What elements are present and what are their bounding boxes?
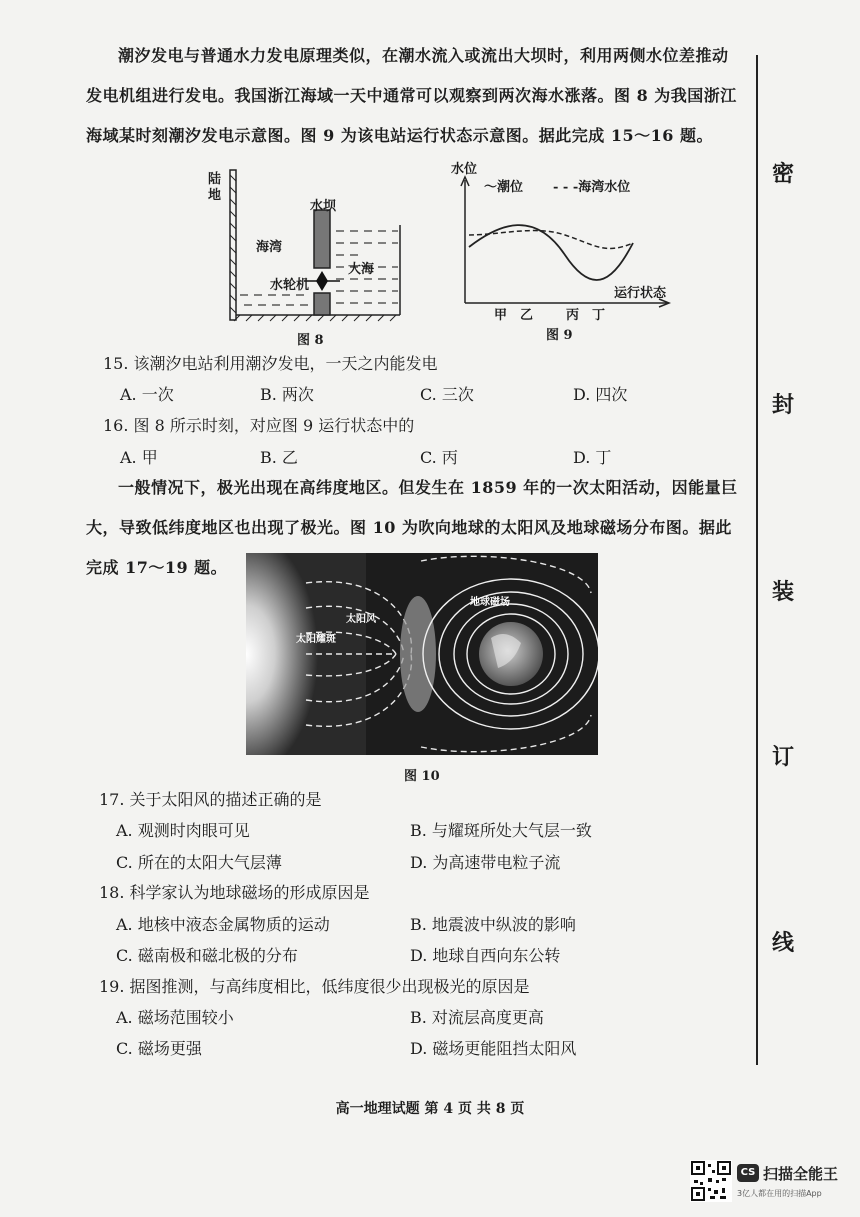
scanner-tagline: 3亿人都在用的扫描App: [737, 1189, 822, 1198]
q18-option-c[interactable]: C. 磁南极和磁北极的分布: [116, 946, 298, 965]
q15-stem: 15. 该潮汐电站利用潮汐发电，一天之内能发电: [103, 354, 438, 373]
q18-option-a[interactable]: A. 地核中液态金属物质的运动: [116, 915, 330, 934]
q18-option-d[interactable]: D. 地球自西向东公转: [410, 946, 561, 965]
fig9-tick-jia: 甲: [494, 308, 508, 323]
fig8-sea-label: 大海: [348, 262, 375, 277]
fig9-legend-tide: ～潮位: [484, 180, 524, 195]
q19-stem: 19. 据图推测，与高纬度相比，低纬度很少出现极光的原因是: [99, 977, 530, 996]
fig10-solar-wind-label: 太阳风: [346, 614, 376, 625]
fig9-caption: 图 9: [546, 328, 573, 343]
figure-8-tidal-diagram: [200, 165, 420, 325]
intro-paragraph-1: [86, 36, 756, 156]
q19-option-d[interactable]: D. 磁场更能阻挡太阳风: [410, 1039, 577, 1058]
side-char-mi: 密: [772, 161, 795, 187]
q17-option-d[interactable]: D. 为高速带电粒子流: [410, 853, 561, 872]
q15-option-d[interactable]: D. 四次: [573, 385, 628, 404]
q17-option-a[interactable]: A. 观测时肉眼可见: [116, 821, 250, 840]
q18-stem: 18. 科学家认为地球磁场的形成原因是: [99, 883, 370, 902]
fig10-caption: 图 10: [404, 769, 440, 784]
fig8-dam-label: 水坝: [310, 199, 337, 214]
fig8-bay-label: 海湾: [256, 240, 283, 255]
q16-option-b[interactable]: B. 乙: [260, 448, 298, 467]
q17-option-c[interactable]: C. 所在的太阳大气层薄: [116, 853, 282, 872]
fig9-xlabel: 运行状态: [614, 286, 667, 301]
intro1-line2: 发电机组进行发电。我国浙江海域一天中通常可以观察到两次海水涨落。图 8 为我国浙江: [86, 86, 737, 105]
binding-margin-line: [756, 55, 758, 1065]
q19-option-b[interactable]: B. 对流层高度更高: [410, 1008, 544, 1027]
q15-option-c[interactable]: C. 三次: [420, 385, 474, 404]
fig9-tick-bing: 丙: [566, 308, 580, 323]
q15-option-a[interactable]: A. 一次: [120, 385, 174, 404]
intro1-line3: 海域某时刻潮汐发电示意图。图 9 为该电站运行状态示意图。据此完成 15～16 题。: [86, 126, 713, 145]
intro2-line2: 大，导致低纬度地区也出现了极光。图 10 为吹向地球的太阳风及地球磁场分布图。据此: [86, 518, 732, 537]
q19-option-a[interactable]: A. 磁场范围较小: [116, 1008, 234, 1027]
fig8-turbine-label: 水轮机: [270, 278, 310, 293]
intro1-line1: 潮汐发电与普通水力发电原理类似，在潮水流入或流出大坝时，利用两侧水位差推动: [118, 46, 729, 65]
page-footer: 高一地理试题 第 4 页 共 8 页: [335, 1101, 525, 1117]
q16-stem: 16. 图 8 所示时刻，对应图 9 运行状态中的: [103, 416, 415, 435]
q16-option-c[interactable]: C. 丙: [420, 448, 458, 467]
fig8-caption: 图 8: [297, 333, 324, 348]
intro2-line1: 一般情况下，极光出现在高纬度地区。但发生在 1859 年的一次太阳活动，因能量巨: [118, 478, 738, 497]
scanner-app-name: 扫描全能王: [763, 1165, 839, 1183]
q18-option-b[interactable]: B. 地震波中纵波的影响: [410, 915, 576, 934]
qr-code-icon: [690, 1160, 732, 1202]
q17-stem: 17. 关于太阳风的描述正确的是: [99, 790, 322, 809]
q19-option-c[interactable]: C. 磁场更强: [116, 1039, 202, 1058]
fig9-legend-bay: - - -海湾水位: [553, 180, 631, 195]
side-char-zhuang: 装: [772, 579, 795, 605]
figure-10-solar-wind-photo: [246, 553, 598, 755]
q15-option-b[interactable]: B. 两次: [260, 385, 314, 404]
q17-option-b[interactable]: B. 与耀斑所处大气层一致: [410, 821, 592, 840]
q16-option-d[interactable]: D. 丁: [573, 448, 612, 467]
fig8-land-label: 陆地: [208, 172, 222, 203]
fig9-tick-yi: 乙: [520, 308, 534, 323]
side-char-ding: 订: [772, 744, 795, 770]
fig10-sun-label: 太阳耀斑: [296, 634, 336, 645]
intro2-line3: 完成 17～19 题。: [86, 558, 228, 577]
q16-option-a[interactable]: A. 甲: [120, 448, 158, 467]
side-char-xian: 线: [772, 930, 795, 956]
side-char-feng: 封: [772, 392, 795, 418]
fig10-magnetic-label: 地球磁场: [470, 597, 510, 608]
fig9-tick-ding: 丁: [592, 308, 606, 323]
scanner-badge-icon: CS: [737, 1164, 759, 1182]
fig9-ylabel: 水位: [451, 162, 478, 177]
